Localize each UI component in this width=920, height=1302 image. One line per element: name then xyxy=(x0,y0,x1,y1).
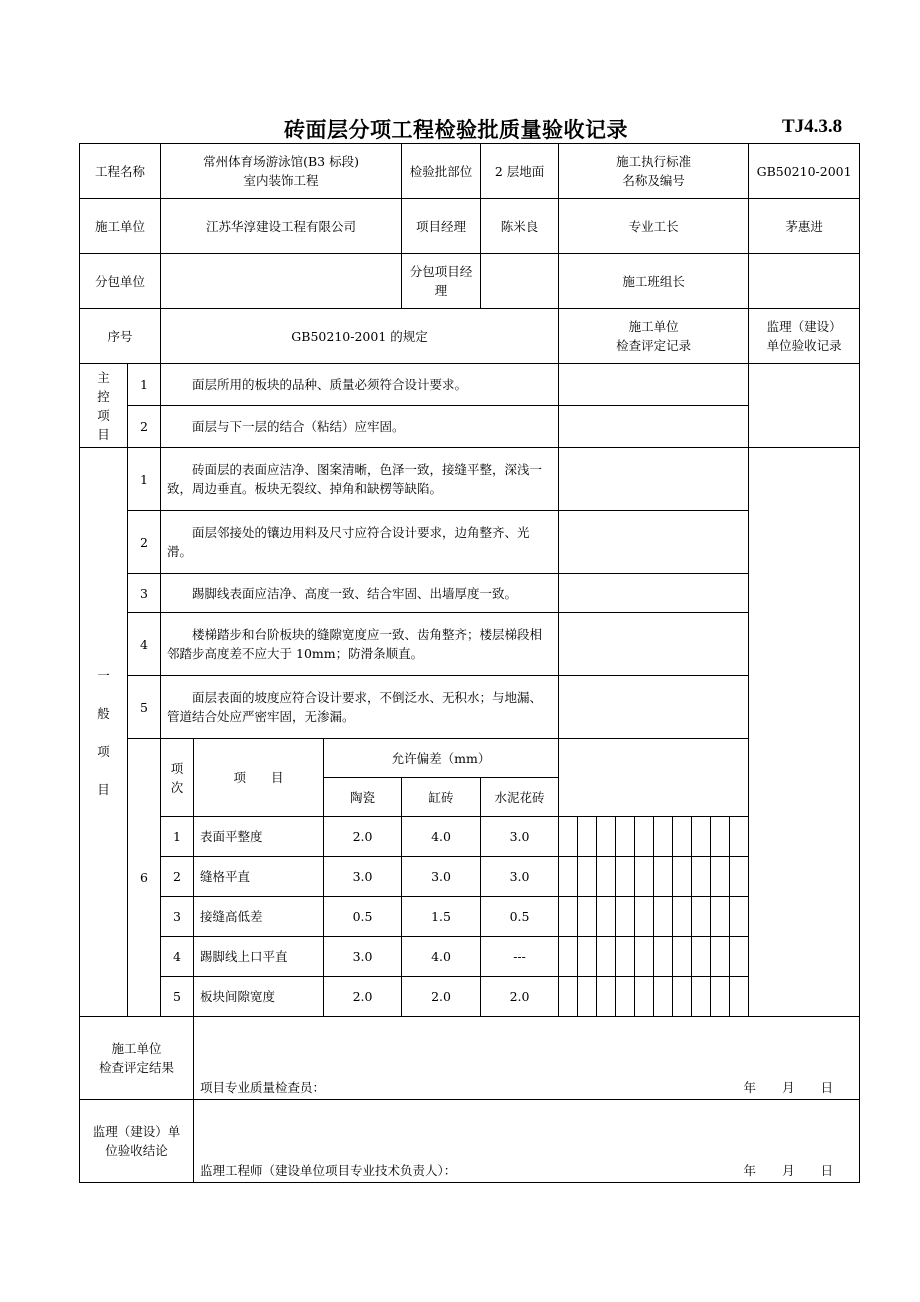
main-item-text: 面层所用的板块的品种、质量必须符合设计要求。 xyxy=(161,364,559,406)
main-item-contractor-record xyxy=(559,406,749,448)
general-item-text: 面层邻接处的镶边用料及尺寸应符合设计要求，边角整齐、光滑。 xyxy=(161,511,559,574)
measure-cell xyxy=(730,977,749,1017)
main-item-no: 2 xyxy=(128,406,161,448)
measure-cell xyxy=(597,897,616,937)
contractor-label: 施工单位 xyxy=(80,199,161,254)
tolerance-no-header: 项 次 xyxy=(161,739,194,817)
inspection-form xyxy=(79,143,860,1183)
measure-cell xyxy=(692,817,711,857)
general-item-contractor-record xyxy=(559,613,749,676)
measure-cell xyxy=(730,817,749,857)
measure-cell xyxy=(730,897,749,937)
supervisor-engineer-label: 监理工程师（建设单位项目专业技术负责人）： xyxy=(200,1163,457,1178)
measure-cell xyxy=(616,817,635,857)
measure-cell xyxy=(654,937,673,977)
general-item-contractor-record xyxy=(559,511,749,574)
tolerance-row-no: 1 xyxy=(161,817,194,857)
measure-cell xyxy=(692,897,711,937)
foreman-value: 茅惠进 xyxy=(749,199,860,254)
tolerance-value: 3.0 xyxy=(324,937,402,977)
main-item-supervisor-record xyxy=(749,364,860,448)
page-title: 砖面层分项工程检验批质量验收记录 xyxy=(284,118,628,142)
subcontractor-value xyxy=(161,254,402,309)
supervisor-result-sign xyxy=(194,1100,860,1183)
project-name-label: 工程名称 xyxy=(80,144,161,199)
measure-cell xyxy=(578,897,597,937)
measure-cell xyxy=(711,937,730,977)
pm-label: 项目经理 xyxy=(402,199,481,254)
general-item-supervisor-record xyxy=(749,448,860,1017)
main-item-text: 面层与下一层的结合（粘结）应牢固。 xyxy=(161,406,559,448)
measure-cell xyxy=(654,977,673,1017)
tolerance-value: 3.0 xyxy=(481,857,559,897)
general-item-no: 3 xyxy=(128,574,161,613)
material-clinker: 缸砖 xyxy=(402,778,481,817)
batch-location-label: 检验批部位 xyxy=(402,144,481,199)
contractor-record-header: 施工单位 检查评定记录 xyxy=(559,309,749,364)
measure-cell xyxy=(730,857,749,897)
tolerance-row-item: 缝格平直 xyxy=(194,857,324,897)
general-item-contractor-record xyxy=(559,574,749,613)
general-item-text: 踢脚线表面应洁净、高度一致、结合牢固、出墙厚度一致。 xyxy=(161,574,559,613)
contractor-value: 江苏华淳建设工程有限公司 xyxy=(161,199,402,254)
measure-cell xyxy=(635,817,654,857)
measure-cell xyxy=(559,817,578,857)
tolerance-row xyxy=(80,897,860,937)
measure-cell xyxy=(692,977,711,1017)
measure-cell xyxy=(559,937,578,977)
tolerance-value: 4.0 xyxy=(402,817,481,857)
measure-cell xyxy=(597,817,616,857)
team-leader-value xyxy=(749,254,860,309)
sub-pm-label: 分包项目经理 xyxy=(402,254,481,309)
batch-location-value: 2 层地面 xyxy=(481,144,559,199)
tolerance-row-no: 3 xyxy=(161,897,194,937)
tolerance-row-no: 5 xyxy=(161,977,194,1017)
measure-cell xyxy=(654,817,673,857)
sub-pm-value xyxy=(481,254,559,309)
tolerance-allowed-header: 允许偏差（mm） xyxy=(324,739,559,778)
measure-cell xyxy=(692,857,711,897)
contractor-inspector-label: 项目专业质量检查员： xyxy=(200,1080,326,1095)
measure-cell xyxy=(711,977,730,1017)
tolerance-value: 0.5 xyxy=(481,897,559,937)
tolerance-row-item: 接缝高低差 xyxy=(194,897,324,937)
measure-cell xyxy=(711,817,730,857)
general-item-contractor-record xyxy=(559,676,749,739)
tolerance-value: 4.0 xyxy=(402,937,481,977)
measure-cell xyxy=(578,937,597,977)
general-item-text: 砖面层的表面应洁净、图案清晰，色泽一致，接缝平整，深浅一致，周边垂直。板块无裂纹、掉角和缺楞等缺陷。 xyxy=(161,448,559,511)
measure-cell xyxy=(616,857,635,897)
general-item-no: 4 xyxy=(128,613,161,676)
measure-cell xyxy=(635,977,654,1017)
tolerance-value: --- xyxy=(481,937,559,977)
measure-cell xyxy=(730,937,749,977)
tolerance-value: 2.0 xyxy=(324,817,402,857)
tolerance-row-item: 踢脚线上口平直 xyxy=(194,937,324,977)
measure-cell xyxy=(578,817,597,857)
material-cement-tile: 水泥花砖 xyxy=(481,778,559,817)
measure-cell xyxy=(673,937,692,977)
contractor-result-label: 施工单位 检查评定结果 xyxy=(80,1017,194,1100)
measure-cell xyxy=(578,857,597,897)
measure-cell xyxy=(616,937,635,977)
general-label: 一 般 项 目 xyxy=(80,448,128,1017)
tolerance-row-no: 2 xyxy=(161,857,194,897)
contractor-result-sign xyxy=(194,1017,860,1100)
general-item-text: 面层表面的坡度应符合设计要求，不倒泛水、无积水；与地漏、管道结合处应严密牢固，无渗漏。 xyxy=(161,676,559,739)
main-item-contractor-record xyxy=(559,364,749,406)
general-item-no: 1 xyxy=(128,448,161,511)
measure-cell xyxy=(654,857,673,897)
pm-value: 陈米良 xyxy=(481,199,559,254)
team-leader-label: 施工班组长 xyxy=(559,254,749,309)
general-item-contractor-record xyxy=(559,448,749,511)
spec-header: GB50210-2001 的规定 xyxy=(161,309,559,364)
tolerance-item-no: 6 xyxy=(128,739,161,1017)
measure-cell xyxy=(578,977,597,1017)
tolerance-row xyxy=(80,857,860,897)
tolerance-record-header xyxy=(559,739,749,817)
tolerance-value: 2.0 xyxy=(481,977,559,1017)
tolerance-row xyxy=(80,937,860,977)
standard-value: GB50210-2001 xyxy=(749,144,860,199)
supervisor-date: 年 月 日 xyxy=(743,1163,834,1178)
measure-cell xyxy=(559,897,578,937)
main-item-no: 1 xyxy=(128,364,161,406)
general-item-no: 5 xyxy=(128,676,161,739)
measure-cell xyxy=(673,857,692,897)
tolerance-value: 3.0 xyxy=(481,817,559,857)
general-item-no: 2 xyxy=(128,511,161,574)
contractor-date: 年 月 日 xyxy=(743,1080,834,1095)
tolerance-row xyxy=(80,817,860,857)
measure-cell xyxy=(673,977,692,1017)
tolerance-row-no: 4 xyxy=(161,937,194,977)
tolerance-value: 1.5 xyxy=(402,897,481,937)
tolerance-row-item: 板块间隙宽度 xyxy=(194,977,324,1017)
measure-cell xyxy=(559,857,578,897)
material-ceramic: 陶瓷 xyxy=(324,778,402,817)
measure-cell xyxy=(635,857,654,897)
main-control-label: 主 控 项 目 xyxy=(80,364,128,448)
supervisor-record-header: 监理（建设） 单位验收记录 xyxy=(749,309,860,364)
tolerance-value: 2.0 xyxy=(324,977,402,1017)
project-name-value: 常州体育场游泳馆(B3 标段) 室内装饰工程 xyxy=(161,144,402,199)
measure-cell xyxy=(711,857,730,897)
measure-cell xyxy=(673,817,692,857)
measure-cell xyxy=(597,977,616,1017)
measure-cell xyxy=(616,977,635,1017)
subcontractor-label: 分包单位 xyxy=(80,254,161,309)
tolerance-value: 3.0 xyxy=(402,857,481,897)
foreman-label: 专业工长 xyxy=(559,199,749,254)
measure-cell xyxy=(597,937,616,977)
seq-header: 序号 xyxy=(80,309,161,364)
measure-cell xyxy=(616,897,635,937)
measure-cell xyxy=(559,977,578,1017)
measure-cell xyxy=(635,937,654,977)
tolerance-item-header: 项 目 xyxy=(194,739,324,817)
measure-cell xyxy=(711,897,730,937)
measure-cell xyxy=(597,857,616,897)
tolerance-value: 3.0 xyxy=(324,857,402,897)
tolerance-row xyxy=(80,977,860,1017)
measure-cell xyxy=(673,897,692,937)
measure-cell xyxy=(692,937,711,977)
measure-cell xyxy=(635,897,654,937)
general-item-text: 楼梯踏步和台阶板块的缝隙宽度应一致、齿角整齐；楼层梯段相邻踏步高度差不应大于 10mm；防滑条顺直。 xyxy=(161,613,559,676)
standard-label: 施工执行标准 名称及编号 xyxy=(559,144,749,199)
form-code: TJ4.3.8 xyxy=(782,116,843,137)
supervisor-result-label: 监理（建设）单 位验收结论 xyxy=(80,1100,194,1183)
measure-cell xyxy=(654,897,673,937)
tolerance-row-item: 表面平整度 xyxy=(194,817,324,857)
tolerance-value: 0.5 xyxy=(324,897,402,937)
tolerance-value: 2.0 xyxy=(402,977,481,1017)
